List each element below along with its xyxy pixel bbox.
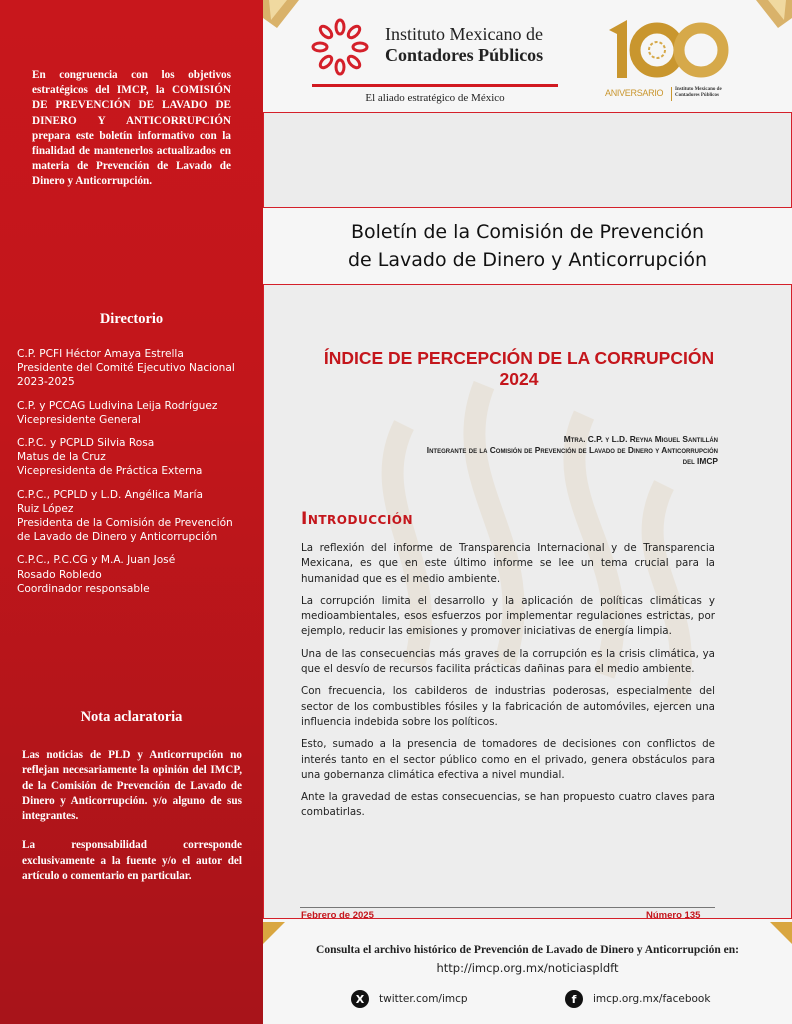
directorio-line: de Lavado de Dinero y Anticorrupción [17,531,218,544]
directorio-line: 2023-2025 [17,376,75,389]
intro-part: prepara este boletín informativo con la finalidad de mantenerlos actualizados en materia de Prevención de Lavado de Dinero y Anticorrupción. [32,129,231,188]
x-logo-icon: X [351,990,369,1008]
anniversary-org [675,87,722,99]
sidebar [0,0,263,1024]
article-paragraph: La corrupción limita el desarrollo y la aplicación de políticas climáticas y medioambientales, esos esfuerzos por implementar regulaciones estrictas, por ejemplo, reducir las emisiones y promover iniciativas de energía limpia. [301,594,715,638]
article-paragraph: La reflexión del informe de Transparencia Internacional y de Transparencia Mexicana, es que en este último informe se lee un tema crucial para la humanidad que es el medio ambiente. [301,542,715,585]
directorio-list [17,347,257,605]
facebook-link[interactable] [565,990,710,1008]
author-role: Integrante de la Comisión de Prevención de Lavado de Dinero y Anticorrupción [426,445,718,455]
footer-rule [300,907,715,908]
directorio-entry [17,436,257,479]
nota-heading: Nota aclaratoria [80,709,183,725]
gold-ornament-icon [746,0,792,30]
directorio-line: C.P. y PCCAG Ludivina Leija Rodríguez [17,399,218,412]
org-name-line2: Contadores Públicos [385,45,544,65]
article-paragraph: Con frecuencia, los cabilderos de industrias poderosas, especialmente del sector de los combustibles fósiles y la fabricación de automóviles, ejercen una influencia indebida sobre los políticos. [301,685,715,728]
article-body [301,541,715,828]
anniversary-org-line: Contadores Públicos [675,93,719,98]
article-author [427,434,718,467]
section-heading: Introducción [301,509,414,529]
directorio-entry [17,553,257,596]
gold-ornament-icon [263,0,309,30]
intro-text [32,68,231,190]
author-role: del IMCP [682,456,718,466]
nota-paragraph: Las noticias de PLD y Anticorrupción no reflejan necesariamente la opinión del IMCP, de la Comisión de Prevención de Lavado de Dinero y Anticorrupción. y/o alguno de sus integrantes. [22,749,242,823]
article-paragraph: Ante la gravedad de estas consecuencias, se han propuesto cuatro claves para combatirlas. [301,791,715,819]
archive-link[interactable]: http://imcp.org.mx/noticiaspldft [436,961,619,975]
issue-date: Febrero de 2025 [301,910,374,919]
bulletin-title-line: de Lavado de Dinero y Anticorrupción [347,249,708,271]
directorio-line: C.P.C. y PCPLD Silvia Rosa [17,437,155,450]
anniversary-org-line: Instituto Mexicano de [675,87,722,92]
directorio-line: Vicepresidenta de Práctica Externa [17,465,203,478]
directorio-line: Ruiz López [17,502,74,515]
directorio-entry [17,347,257,390]
facebook-icon: f [565,990,583,1008]
bulletin-title-line: Boletín de la Comisión de Prevención [350,221,705,243]
nota-text [22,748,242,898]
article-title [264,348,774,390]
header-divider [312,84,558,87]
anniversary-logo [605,16,735,102]
directorio-line: C.P.C., PCPLD y L.D. Angélica María [17,488,203,501]
archive-text: Consulta el archivo histórico de Prevención de Lavado de Dinero y Anticorrupción en: [316,944,739,956]
imcp-logo-icon [311,18,369,76]
article-box [263,284,792,919]
directorio-line: C.P. PCFI Héctor Amaya Estrella [17,348,184,360]
directorio-line: Rosado Robledo [17,568,102,581]
nota-paragraph: La responsabilidad corresponde exclusivamente a la fuente y/o el autor del artículo o comentario en particular. [22,839,242,883]
intro-part: En congruencia con los objetivos estratégicos del IMCP, la [32,69,231,97]
article-title-line1: ÍNDICE DE PERCEPCIÓN DE LA CORRUPCIÓN [323,348,715,368]
directorio-line: Presidente del Comité Ejecutivo Nacional [17,362,235,375]
intro-commission: COMISIÓN DE PREVENCIÓN DE LAVADO DE DINERO Y ANTICORRUPCIÓN [32,84,231,127]
directorio-line: Vicepresidente General [17,413,141,426]
directorio-line: Presidenta de la Comisión de Prevención [17,517,233,530]
author-name: Mtra. C.P. y L.D. Reyna Miguel Santillán [563,434,718,444]
bulletin-title [263,218,792,274]
facebook-handle: imcp.org.mx/facebook [593,993,711,1005]
directorio-line: Matus de la Cruz [17,451,106,464]
anniversary-label: ANIVERSARIO [605,88,664,98]
org-name-line1: Instituto Mexicano de [385,24,543,44]
directorio-line: Coordinador responsable [17,582,150,595]
tagline: El aliado estratégico de México [365,92,505,104]
directorio-entry [17,399,257,427]
article-title-line2: 2024 [499,369,539,389]
banner-box [263,112,792,208]
twitter-handle: twitter.com/imcp [379,993,468,1005]
directorio-heading: Directorio [99,311,164,327]
issue-number: Número 135 [646,910,701,919]
directorio-line: C.P.C., P.C.CG y M.A. Juan José [17,554,176,567]
article-paragraph: Esto, sumado a la presencia de tomadores de decisiones con conflictos de interés tanto en el sector público como en el privado, genera obstáculos para una gobernanza climática efectiva a nivel mundial. [301,738,715,781]
article-paragraph: Una de las consecuencias más graves de la corrupción es la crisis climática, ya que el desvío de recursos facilita prácticas dañinas para el medio ambiente. [301,647,715,676]
anniversary-100-icon [605,16,735,82]
main-content [263,0,792,1024]
twitter-link[interactable] [351,990,468,1008]
directorio-entry [17,488,257,545]
